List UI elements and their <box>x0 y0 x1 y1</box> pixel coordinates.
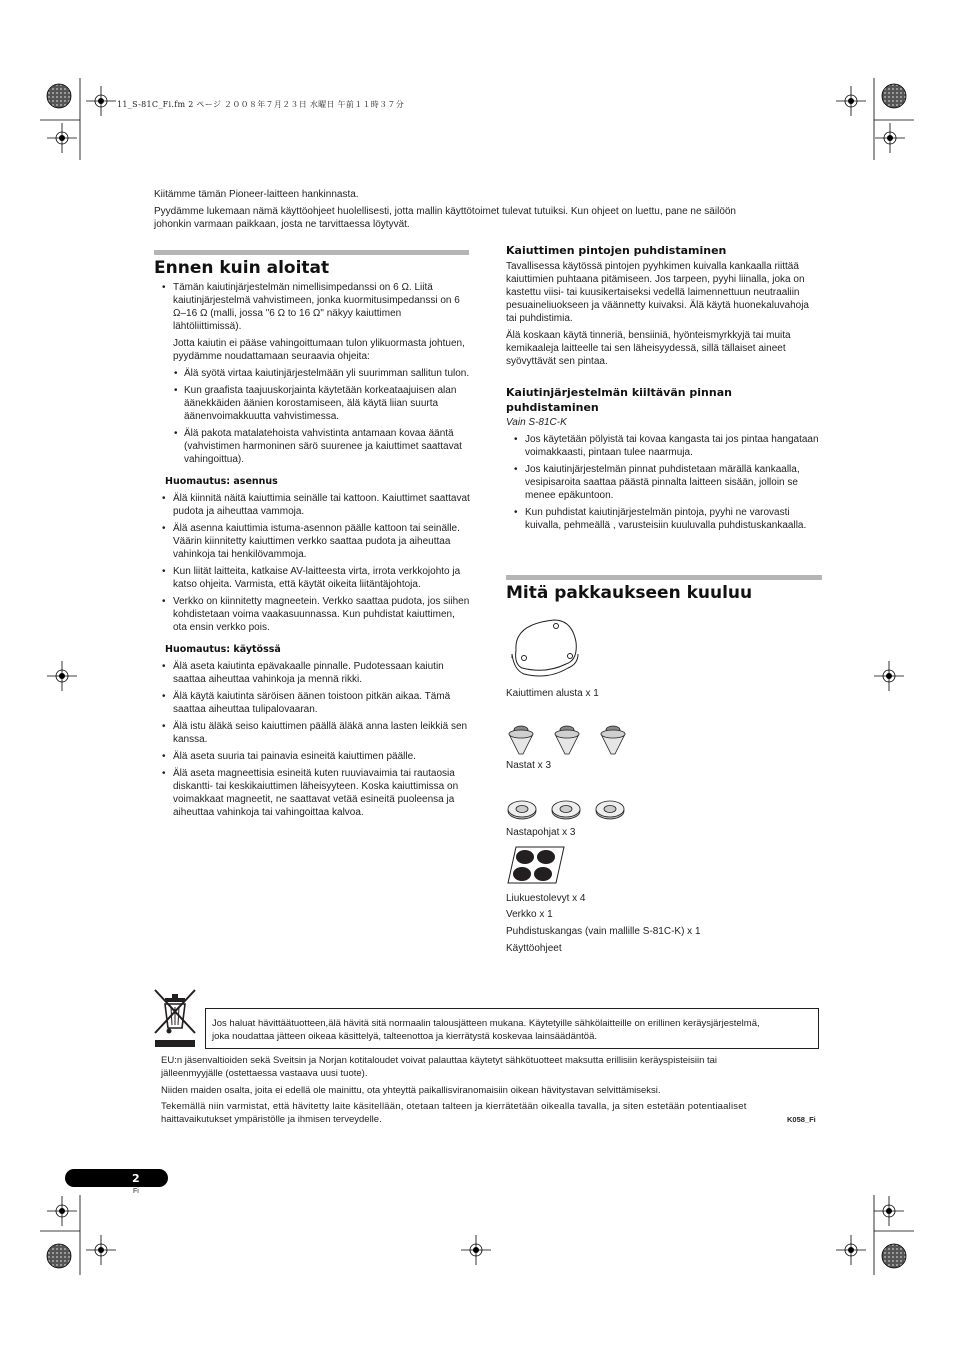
heading-package-contents: Mitä pakkaukseen kuuluu <box>506 583 753 603</box>
weee-eu-line-2: jälleenmyyjälle (ostettaessa vastaava uusi tuote). <box>161 1068 368 1079</box>
install-list <box>154 492 470 634</box>
weee-code: K058_Fi <box>787 1115 816 1124</box>
list-item: • Älä kiinnitä näitä kaiuttimia seinälle tai kattoon. Kaiuttimet saattavat pudota ja aiheuttaa vammoja. <box>154 492 470 518</box>
before-start-section <box>154 281 470 823</box>
list-item: • Kun graafista taajuuskorjainta käytetään korkeataajuisen alan äänekkäiden äänien korostamiseen, älä käytä liian suurta äänenvoimakkuutta vahvistimessa. <box>173 384 470 423</box>
speaker-base-illustration <box>506 616 582 678</box>
weee-box-line-1: Jos haluat hävittäätuotteen,älä hävitä sitä normaalin talousjätteen mukana. Käytetyille sähkölaitteille on erillinen keräysjärjestelmä, <box>212 1018 760 1029</box>
impedance-text: Tämän kaiutinjärjestelmän nimellisimpedanssi on 6 Ω. Liitä kaiutinjärjestelmä vahvistimeen, jonka kuormitusimpedanssi on 6 Ω–16 Ω (malli, jossa "6 Ω to 16 Ω" näkyy kaiuttimen lähtöliittimissä). <box>173 282 460 332</box>
gloss-list <box>506 433 822 532</box>
weee-ensure-line-2: haittavaikutukset ympäristölle ja ihmisen terveydelle. <box>161 1114 382 1125</box>
intro-read-line-2: johonkin varmaan paikkaan, josta ne tarvittaessa löytyvät. <box>154 219 410 230</box>
list-item: • Jos kaiutinjärjestelmän pinnat puhdistetaan märällä kankaalla, vesipisaroita saattaa päästä pinnalta laitteen sisään, jolloin se menee epäkuntoon. <box>506 463 822 502</box>
cleaning-paragraph-1: Tavallisessa käytössä pintojen pyyhkimen kuivalla kankaalla riittää kaiuttimien puhtaana pitämiseen. Jos tarpeen, pyyhi liinalla, joka on kastettu viisi- tai kuusikertaiseksi vedellä laimennettuun neutraaliin pesuaineliuokseen ja väännetty kuivaksi. Älä käytä huonekaluvahoja tai puhdistimia. <box>506 261 809 324</box>
page-number: 2 <box>132 1172 140 1185</box>
list-item: • Verkko on kiinnitetty magneetein. Verkko saattaa pudota, jos siihen kohdistetaan voima vaakasuunnassa. Kun puhdistat kaiuttimen, ota ensin verkko pois. <box>154 595 470 634</box>
cleaning-paragraph-2: Älä koskaan käytä tinneriä, bensiiniä, hyönteismyrkkyjä tai muita kemikaaleja laitteelle tai sen läheisyydessä, sillä tällaiset aineet syövyttävät sen pintaa. <box>506 330 791 367</box>
list-item: • Kun liität laitteita, katkaise AV-laitteesta virta, irrota verkkojohto ja katso ohjeita. Varmista, että käytät oikeita liitäntäjohtoja. <box>154 565 470 591</box>
list-item: • Älä aseta kaiutinta epävakaalle pinnalle. Pudotessaan kaiutin saattaa aiheuttaa vahinkoja ja mennä rikki. <box>154 660 470 686</box>
list-item: • Älä käytä kaiutinta säröisen äänen toistoon pitkän aikaa. Tämä saattaa aiheuttaa tulipalovaaran. <box>154 690 470 716</box>
section-rule-left <box>154 250 469 255</box>
list-item: • Älä istu äläkä seiso kaiuttimen päällä äläkä anna lasten leikkiä sen kanssa. <box>154 720 470 746</box>
heading-gloss-cleaning: Kaiutinjärjestelmän kiiltävän pinnan puhdistaminen <box>506 386 732 414</box>
intro-read-line-1: Pyydämme lukemaan nämä käyttöohjeet huolellisesti, jotta mallin käyttötoimet tulevat tutuiksi. Kun ohjeet on luettu, pane ne säilöön <box>154 206 736 217</box>
heading-cleaning: Kaiuttimen pintojen puhdistaminen <box>506 244 727 257</box>
crop-target-top-right <box>836 78 914 160</box>
cleaning-section <box>506 243 822 536</box>
item-manual: Käyttöohjeet <box>506 943 562 954</box>
overload-list <box>173 367 470 466</box>
heading-install-note: Huomautus: asennus <box>165 476 278 487</box>
list-item: • Älä asenna kaiuttimia istuma-asennon päälle kattoon tai seinälle. Väärin kiinnitetty kaiuttimen verkko saattaa pudota ja aiheuttaa vahinkoja tai henkilövammoja. <box>154 522 470 561</box>
crossed-bin-icon <box>153 988 197 1050</box>
item-grille: Verkko x 1 <box>506 909 553 920</box>
intro-thanks: Kiitämme tämän Pioneer-laitteen hankinnasta. <box>154 189 359 200</box>
weee-ensure-line-1: Tekemällä niin varmistat, että hävitetty laite käsitellään, otetaan talteen ja kierrätetään oikealla tavalla, ja siten estetään potentiaaliset <box>161 1101 747 1112</box>
weee-box-line-2: joka noudattaa jätteen oikeaa käsittelyä, talteenottoa ja kierrätystä koskevaa lainsäädäntöä. <box>212 1031 598 1042</box>
list-item: • Älä aseta suuria tai painavia esineitä kaiuttimen päälle. <box>154 750 470 763</box>
weee-other-countries: Niiden maiden osalta, joita ei edellä ole mainittu, ota yhteyttä paikallisviranomaisiin oikean hävitystavan selvittämiseksi. <box>161 1085 661 1096</box>
weee-eu-line-1: EU:n jäsenvaltioiden sekä Sveitsin ja Norjan kotitaloudet voivat palauttaa käytetyt sähkötuotteet maksutta erillisiin keräyspisteisiin tai <box>161 1055 718 1066</box>
list-item: • Älä aseta magneettisia esineitä kuten ruuviavaimia tai rautaosia diskantti- tai keskikaiuttimen läheisyyteen. Koska kaiuttimissa on voimakkaat magneetit, ne saattavat vetää esineitä puoleensa ja aiheuttaa vahinkoja tai vahingoittaa kalvoa. <box>154 767 470 819</box>
item-cleaning-cloth: Puhdistuskangas (vain mallille S-81C-K) x 1 <box>506 926 701 937</box>
model-note: Vain S-81C-K <box>506 417 567 428</box>
list-item: • Älä syötä virtaa kaiutinjärjestelmään yli suurimman sallitun tulon. <box>173 367 470 380</box>
crop-target-top-left <box>40 78 116 160</box>
crop-target-bottom-left <box>40 1195 116 1275</box>
overload-intro: Jotta kaiutin ei pääse vahingoittumaan tulon ylikuormasta johtuen, pyydämme noudattamaan seuraavia ohjeita: <box>173 338 465 362</box>
weee-notice-box <box>205 1008 819 1049</box>
item-spikes: Nastat x 3 <box>506 760 552 771</box>
item-spike-pads: Nastapohjat x 3 <box>506 827 576 838</box>
item-slide-pads: Liukuestolevyt x 4 <box>506 893 586 904</box>
crop-target-bottom-right <box>836 1195 914 1275</box>
heading-ennen-kuin-aloitat: Ennen kuin aloitat <box>154 258 330 278</box>
usage-list <box>154 660 470 819</box>
section-rule-right <box>506 575 822 580</box>
page-number-tab <box>65 1169 168 1187</box>
list-item: • Kun puhdistat kaiutinjärjestelmän pintoja, pyyhi ne varovasti kuivalla, pehmeällä , varusteisiin kuuluvalla puhdistuskankaalla. <box>506 506 822 532</box>
slide-pads-illustration <box>506 845 566 885</box>
page-language: Fi <box>133 1188 139 1195</box>
heading-usage-note: Huomautus: käytössä <box>165 644 281 655</box>
spikes-illustration <box>503 720 633 756</box>
item-speaker-base: Kaiuttimen alusta x 1 <box>506 688 599 699</box>
spike-pads-illustration <box>506 796 630 822</box>
list-item: • Älä pakota matalatehoista vahvistinta antamaan kovaa ääntä (vahvistimen harmoninen särö suurenee ja kaiuttimet saattavat vahingoittua). <box>173 427 470 466</box>
list-item: • Jos käytetään pölyistä tai kovaa kangasta tai jos pintaa hangataan voimakkaasti, pintaan tulee naarmuja. <box>506 433 822 459</box>
file-header: 11_S-81C_Fi.fm 2 ページ ２００８年７月２３日 水曜日 午前１１時３７分 <box>117 100 404 109</box>
list-item <box>154 281 470 333</box>
